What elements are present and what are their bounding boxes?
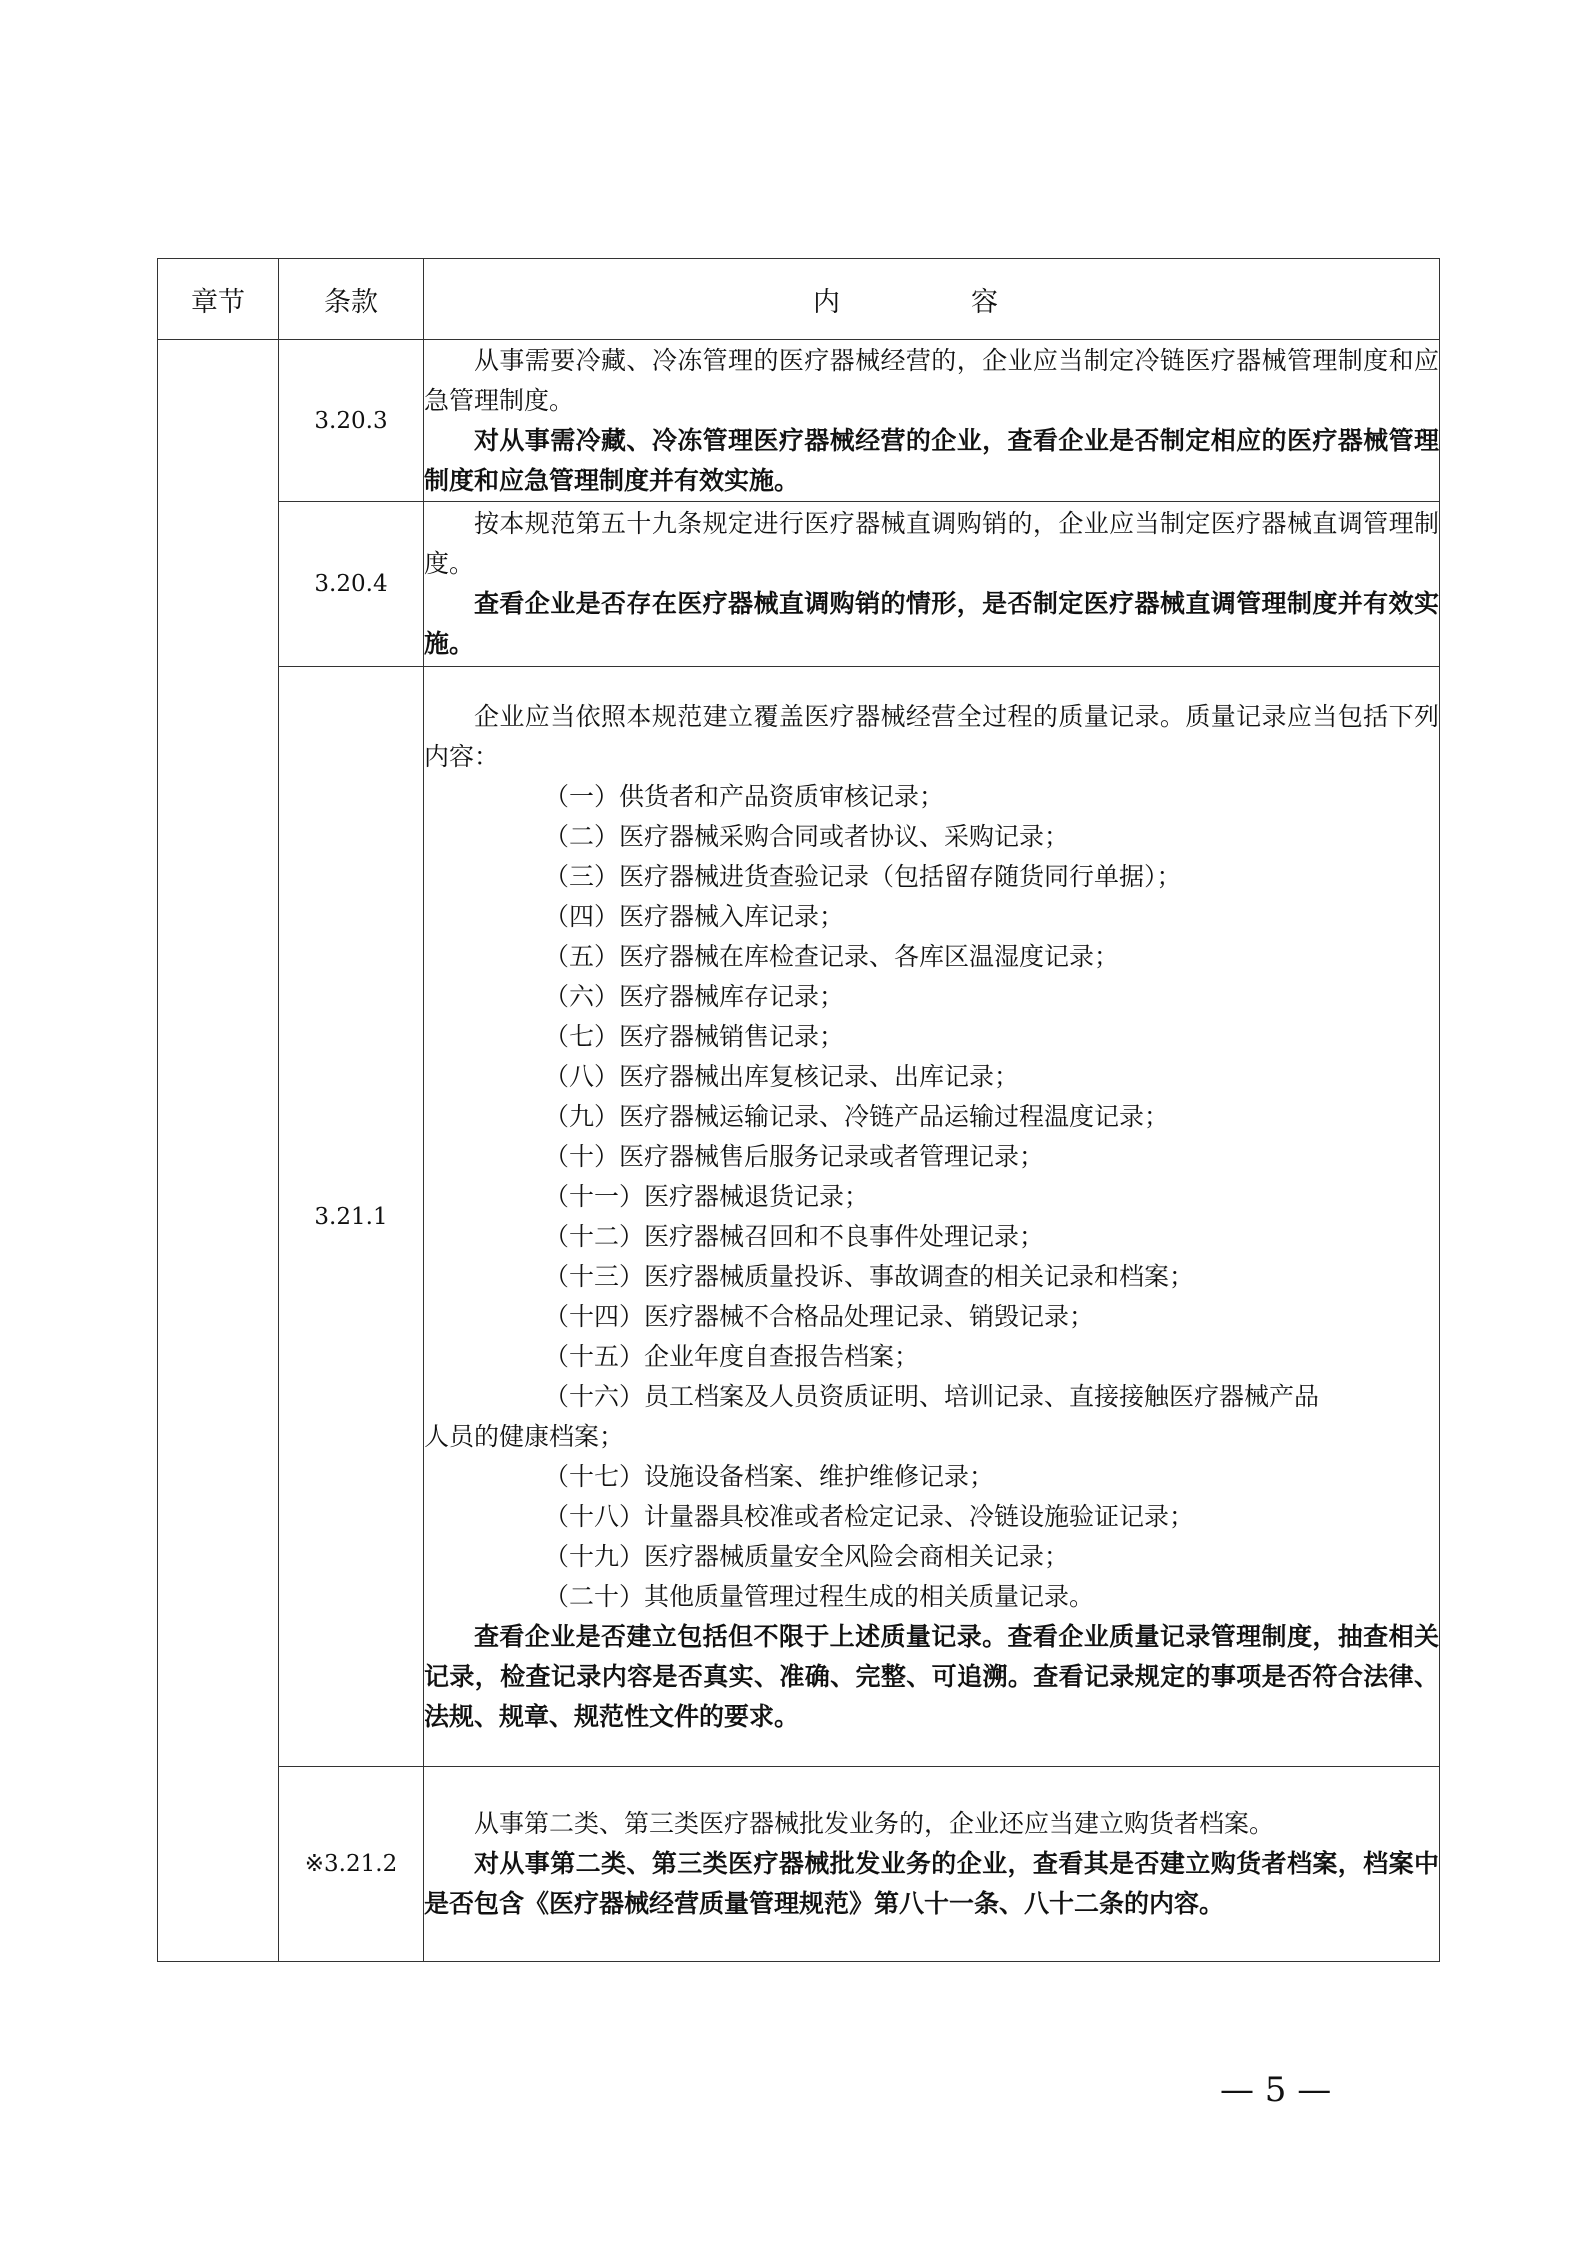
- record-item: （九）医疗器械运输记录、冷链产品运输过程温度记录；: [544, 1101, 1170, 1131]
- check-text: 查看企业是否建立包括但不限于上述质量记录。查看企业质量记录管理制度，抽查相关记录，检查记录内容是否真实、准确、完整、可追溯。查看记录规定的事项是否符合法律、法规、规章、规范性文件的要求。: [424, 1621, 1439, 1731]
- table-row: [158, 667, 1440, 1767]
- record-item: （十六）员工档案及人员资质证明、培训记录、直接接触医疗器械产品: [544, 1381, 1320, 1411]
- table-header-row: [158, 259, 1440, 340]
- record-item: （八）医疗器械出库复核记录、出库记录；: [544, 1061, 1020, 1091]
- record-item: （十五）企业年度自查报告档案；: [544, 1341, 920, 1371]
- requirement-text: 从事需要冷藏、冷冻管理的医疗器械经营的，企业应当制定冷链医疗器械管理制度和应急管理制度。: [424, 345, 1439, 415]
- clause-content: [424, 340, 1440, 502]
- chapter-cell: [158, 340, 279, 1962]
- clause-number: 3.21.1: [279, 667, 424, 1767]
- record-item: （三）医疗器械进货查验记录（包括留存随货同行单据）；: [544, 861, 1182, 891]
- clause-number: 3.20.3: [279, 340, 424, 502]
- record-item: （五）医疗器械在库检查记录、各库区温湿度记录；: [544, 941, 1120, 971]
- header-content: 内 容: [424, 259, 1440, 340]
- record-item: （十）医疗器械售后服务记录或者管理记录；: [544, 1141, 1045, 1171]
- table-row: [158, 1767, 1440, 1962]
- record-item: （十二）医疗器械召回和不良事件处理记录；: [544, 1221, 1045, 1251]
- record-item: （十四）医疗器械不合格品处理记录、销毁记录；: [544, 1301, 1095, 1331]
- header-clause: 条款: [279, 259, 424, 340]
- record-item-continuation: 人员的健康档案；: [424, 1421, 625, 1451]
- clause-content: [424, 1767, 1440, 1962]
- page-number: — 5 —: [1220, 2070, 1332, 2110]
- record-item: （四）医疗器械入库记录；: [544, 901, 845, 931]
- clause-number: ※3.21.2: [279, 1767, 424, 1962]
- record-item: （十九）医疗器械质量安全风险会商相关记录；: [544, 1541, 1070, 1571]
- clause-content: [424, 667, 1440, 1767]
- record-item: （七）医疗器械销售记录；: [544, 1021, 845, 1051]
- check-text: 对从事第二类、第三类医疗器械批发业务的企业，查看其是否建立购货者档案，档案中是否包含《医疗器械经营质量管理规范》第八十一条、八十二条的内容。: [424, 1849, 1439, 1918]
- clause-content: [424, 502, 1440, 667]
- record-item: （十八）计量器具校准或者检定记录、冷链设施验证记录；: [544, 1501, 1195, 1531]
- check-text: 对从事需冷藏、冷冻管理医疗器械经营的企业，查看企业是否制定相应的医疗器械管理制度和应急管理制度并有效实施。: [424, 425, 1439, 495]
- requirement-text: 企业应当依照本规范建立覆盖医疗器械经营全过程的质量记录。质量记录应当包括下列内容：: [424, 701, 1439, 771]
- check-text: 查看企业是否存在医疗器械直调购销的情形，是否制定医疗器械直调管理制度并有效实施。: [424, 589, 1439, 658]
- inspection-table: [157, 258, 1440, 1962]
- record-item: （二十）其他质量管理过程生成的相关质量记录。: [544, 1581, 1095, 1611]
- clause-number: 3.20.4: [279, 502, 424, 667]
- record-item: （六）医疗器械库存记录；: [544, 981, 845, 1011]
- table-row: [158, 340, 1440, 502]
- table-row: [158, 502, 1440, 667]
- record-item: （十三）医疗器械质量投诉、事故调查的相关记录和档案；: [544, 1261, 1195, 1291]
- requirement-text: 按本规范第五十九条规定进行医疗器械直调购销的，企业应当制定医疗器械直调管理制度。: [424, 509, 1439, 578]
- record-item: （二）医疗器械采购合同或者协议、采购记录；: [544, 821, 1070, 851]
- record-item: （十一）医疗器械退货记录；: [544, 1181, 870, 1211]
- record-item: （一）供货者和产品资质审核记录；: [544, 781, 945, 811]
- header-chapter: 章节: [158, 259, 279, 340]
- record-item: （十七）设施设备档案、维护维修记录；: [544, 1461, 995, 1491]
- requirement-text: 从事第二类、第三类医疗器械批发业务的，企业还应当建立购货者档案。: [474, 1809, 1275, 1838]
